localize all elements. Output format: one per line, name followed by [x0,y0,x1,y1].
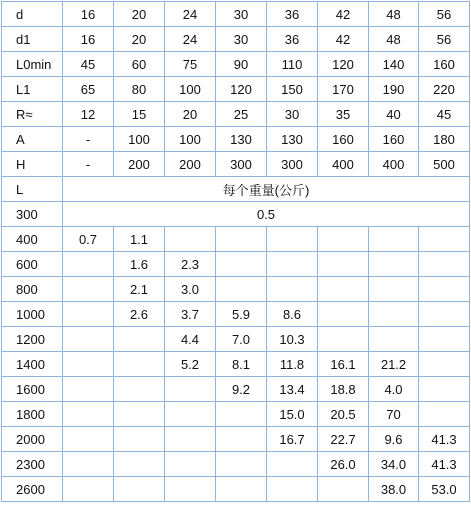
weight-row [2,252,470,277]
table-cell [63,352,114,377]
table-cell [419,327,470,352]
table-cell: 3.0 [165,277,216,302]
table-cell: 90 [216,52,267,77]
table-cell [419,377,470,402]
table-cell: 4.0 [369,377,419,402]
table-cell: 36 [267,2,318,27]
table-cell [63,477,114,502]
table-cell: 56 [419,27,470,52]
table-cell [216,252,267,277]
table-cell [369,277,419,302]
table-cell: 130 [267,127,318,152]
table-cell: L1 [2,77,63,102]
table-cell [318,327,369,352]
weight-row [2,427,470,452]
table-cell [267,477,318,502]
table-cell [114,327,165,352]
table-cell: 42 [318,27,369,52]
table-cell [419,302,470,327]
table-cell: 1200 [2,327,63,352]
table-cell: 25 [216,102,267,127]
table-cell: 16.1 [318,352,369,377]
table-cell: 21.2 [369,352,419,377]
table-cell: 180 [419,127,470,152]
table-cell: 70 [369,402,419,427]
table-cell: 41.3 [419,427,470,452]
table-cell: 30 [216,2,267,27]
table-cell [63,452,114,477]
table-cell [216,402,267,427]
table-cell: 0.5 [63,202,470,227]
table-cell [63,252,114,277]
spec-row [2,152,470,177]
spec-row [2,27,470,52]
weight-row [2,402,470,427]
table-cell [318,227,369,252]
table-cell [114,352,165,377]
weight-row [2,352,470,377]
table-cell: 15 [114,102,165,127]
table-cell: A [2,127,63,152]
table-cell: - [63,152,114,177]
table-cell: 36 [267,27,318,52]
table-cell [267,252,318,277]
table-cell [419,352,470,377]
table-cell: 2.3 [165,252,216,277]
table-cell: 2600 [2,477,63,502]
table-cell: 24 [165,2,216,27]
table-cell [63,277,114,302]
spec-row [2,102,470,127]
weight-row [2,327,470,352]
table-cell [216,227,267,252]
table-cell: L0min [2,52,63,77]
table-cell: 48 [369,27,419,52]
table-cell: 22.7 [318,427,369,452]
table-cell [216,427,267,452]
table-cell: 1800 [2,402,63,427]
table-cell [114,477,165,502]
table-cell: 1400 [2,352,63,377]
spec-weight-table [1,1,470,502]
table-cell: 1.1 [114,227,165,252]
table-cell [216,452,267,477]
table-cell: 75 [165,52,216,77]
table-cell [165,452,216,477]
span-row [2,202,470,227]
table-cell: 26.0 [318,452,369,477]
table-cell: 190 [369,77,419,102]
table-cell: 500 [419,152,470,177]
table-cell: 2.6 [114,302,165,327]
table-cell [114,402,165,427]
table-cell: 7.0 [216,327,267,352]
table-cell: 16 [63,27,114,52]
table-cell: 140 [369,52,419,77]
table-cell: 30 [216,27,267,52]
table-cell [419,252,470,277]
table-cell: 2000 [2,427,63,452]
table-cell: d1 [2,27,63,52]
table-cell: 13.4 [267,377,318,402]
table-cell: 120 [318,52,369,77]
table-cell: 5.2 [165,352,216,377]
table-cell: 45 [63,52,114,77]
table-cell: 400 [2,227,63,252]
weight-row [2,302,470,327]
table-cell: 20 [114,27,165,52]
spec-table-container [1,1,470,502]
table-cell: 800 [2,277,63,302]
table-cell: 12 [63,102,114,127]
table-cell: 5.9 [216,302,267,327]
table-cell: 16.7 [267,427,318,452]
table-cell: 100 [114,127,165,152]
table-cell: 16 [63,2,114,27]
table-cell: 100 [165,127,216,152]
table-cell: 1000 [2,302,63,327]
table-cell [63,377,114,402]
table-cell [369,327,419,352]
table-cell: 48 [369,2,419,27]
table-cell [216,477,267,502]
table-cell [419,227,470,252]
table-cell: 65 [63,77,114,102]
table-cell: 130 [216,127,267,152]
table-cell: 30 [267,102,318,127]
table-cell: 15.0 [267,402,318,427]
table-cell: 110 [267,52,318,77]
table-cell [63,427,114,452]
weight-row [2,227,470,252]
table-cell [165,377,216,402]
table-cell: 56 [419,2,470,27]
table-cell [165,427,216,452]
table-cell: 300 [216,152,267,177]
table-cell: 38.0 [369,477,419,502]
table-cell: 10.3 [267,327,318,352]
table-cell: 300 [267,152,318,177]
table-cell: 20 [165,102,216,127]
table-cell: 2.1 [114,277,165,302]
table-cell: R≈ [2,102,63,127]
table-cell: 100 [165,77,216,102]
spec-row [2,127,470,152]
table-cell: 400 [318,152,369,177]
table-cell: 60 [114,52,165,77]
table-cell: 8.1 [216,352,267,377]
table-cell [318,277,369,302]
table-cell: 3.7 [165,302,216,327]
table-cell: 400 [369,152,419,177]
weight-header-row [2,177,470,202]
table-cell: 150 [267,77,318,102]
spec-row [2,52,470,77]
table-cell [165,227,216,252]
table-cell [165,402,216,427]
table-cell [267,452,318,477]
table-cell: 11.8 [267,352,318,377]
table-cell [165,477,216,502]
table-body [2,2,470,502]
table-cell: 20 [114,2,165,27]
table-cell: 每个重量(公斤) [63,177,470,202]
table-cell [369,302,419,327]
table-cell: 600 [2,252,63,277]
table-cell [63,302,114,327]
weight-row [2,377,470,402]
table-cell [419,402,470,427]
table-cell [216,277,267,302]
table-cell [114,427,165,452]
table-cell [369,252,419,277]
table-cell: 9.2 [216,377,267,402]
table-cell: 2300 [2,452,63,477]
table-cell: 41.3 [419,452,470,477]
spec-row [2,77,470,102]
table-cell: L [2,177,63,202]
table-cell: 42 [318,2,369,27]
table-cell: 200 [114,152,165,177]
table-cell: 1600 [2,377,63,402]
table-cell [63,402,114,427]
weight-row [2,277,470,302]
table-cell: 4.4 [165,327,216,352]
table-cell: 40 [369,102,419,127]
table-cell: 0.7 [63,227,114,252]
table-cell: d [2,2,63,27]
table-cell: H [2,152,63,177]
table-cell: 24 [165,27,216,52]
table-cell [114,377,165,402]
table-cell: 160 [419,52,470,77]
table-cell: 45 [419,102,470,127]
weight-row [2,477,470,502]
table-cell [318,302,369,327]
table-cell: 53.0 [419,477,470,502]
table-cell: 170 [318,77,369,102]
table-cell [369,227,419,252]
spec-row [2,2,470,27]
table-cell [63,327,114,352]
table-cell: 200 [165,152,216,177]
table-cell: 20.5 [318,402,369,427]
table-cell: 9.6 [369,427,419,452]
table-cell [267,227,318,252]
table-cell: 18.8 [318,377,369,402]
table-cell: - [63,127,114,152]
table-cell: 35 [318,102,369,127]
table-cell: 220 [419,77,470,102]
table-cell [318,252,369,277]
table-cell: 80 [114,77,165,102]
table-cell [267,277,318,302]
table-cell: 120 [216,77,267,102]
table-cell [318,477,369,502]
table-cell [419,277,470,302]
table-cell: 8.6 [267,302,318,327]
table-cell: 1.6 [114,252,165,277]
table-cell: 160 [318,127,369,152]
table-cell [114,452,165,477]
table-cell: 160 [369,127,419,152]
weight-row [2,452,470,477]
table-cell: 300 [2,202,63,227]
table-cell: 34.0 [369,452,419,477]
